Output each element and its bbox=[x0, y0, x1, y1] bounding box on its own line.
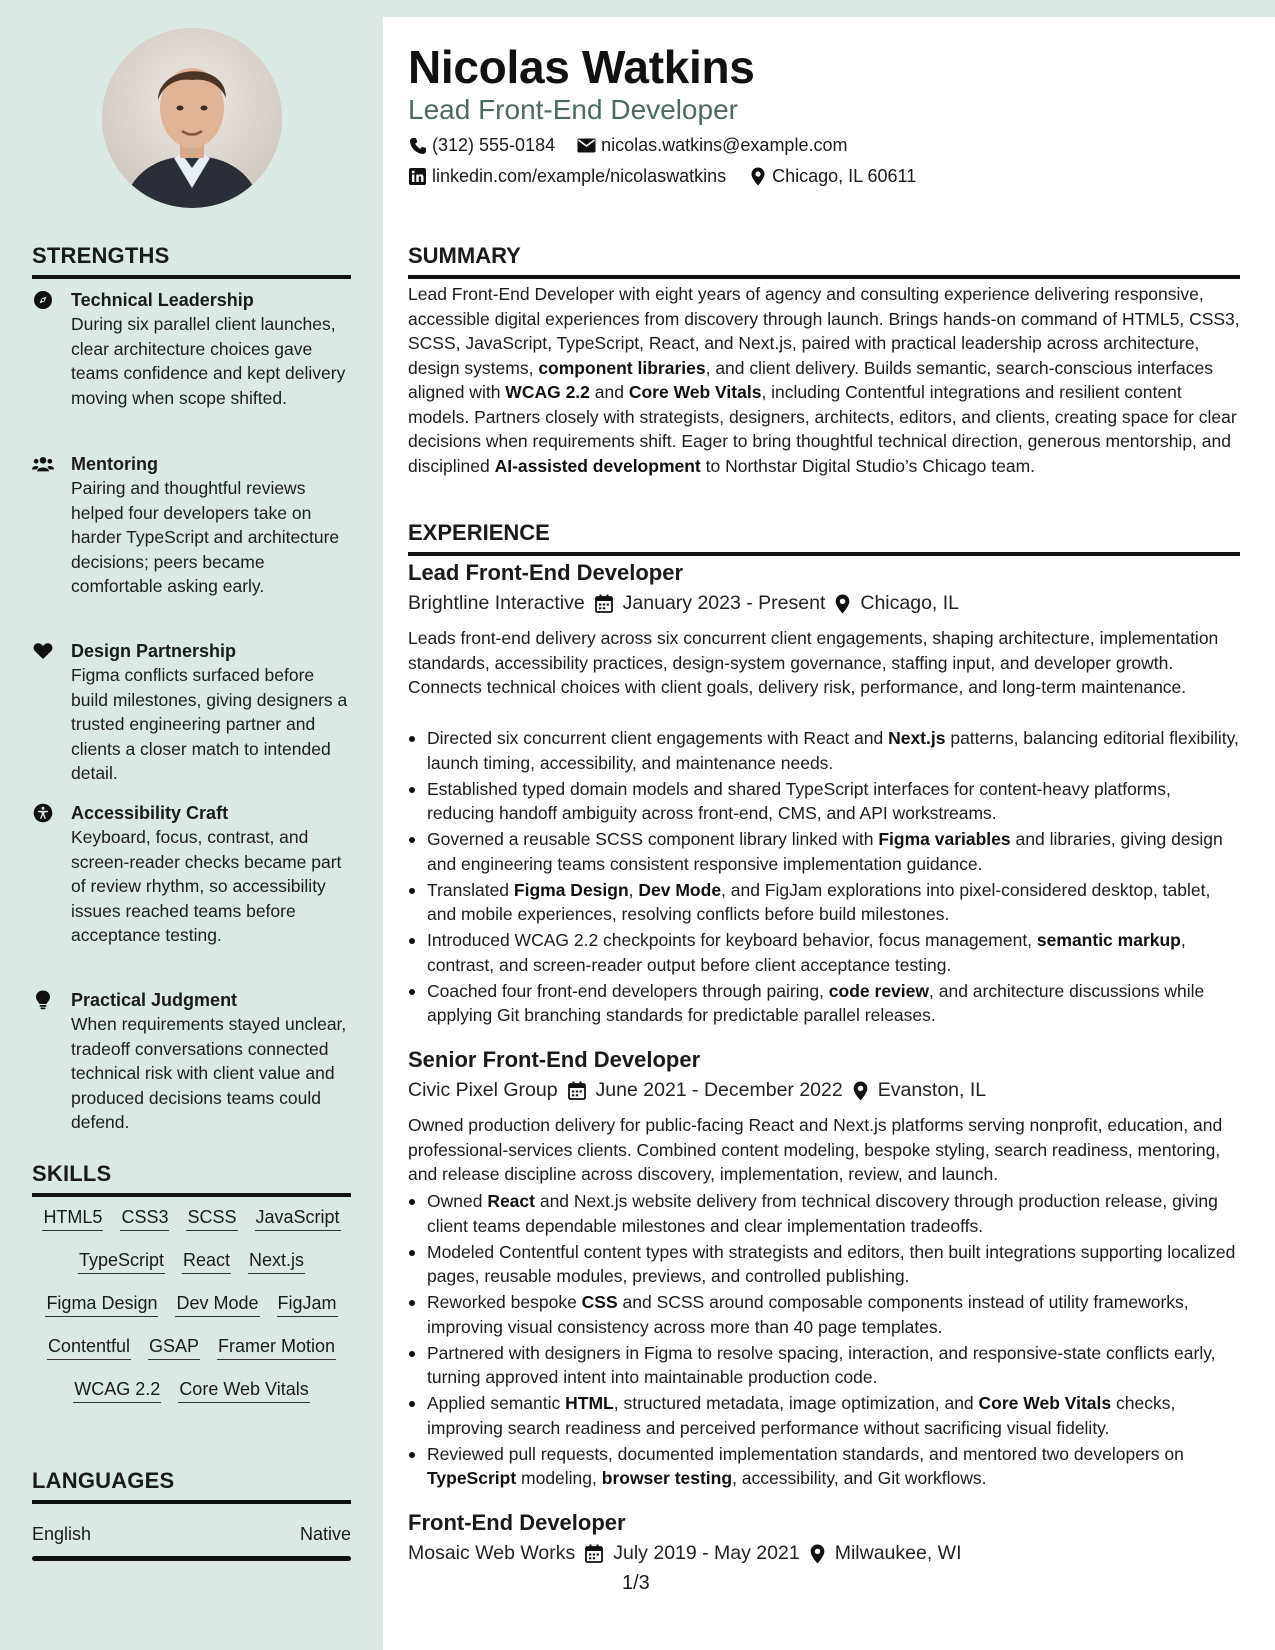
skill-tag: TypeScript bbox=[78, 1248, 165, 1274]
job-location: Evanston, IL bbox=[877, 1079, 987, 1101]
strength-desc: Keyboard, focus, contrast, and screen-reader checks became part of review rhythm, so accessibility issues reached teams before acceptance testing. bbox=[71, 827, 342, 945]
linkedin-icon bbox=[408, 167, 427, 186]
map-pin-icon bbox=[810, 1544, 825, 1564]
skill-tag: Contentful bbox=[47, 1334, 131, 1360]
skill-tag: CSS3 bbox=[120, 1205, 169, 1231]
job-bullets bbox=[408, 1189, 1240, 1492]
skill-tag: Core Web Vitals bbox=[178, 1377, 309, 1403]
strength-title: Design Partnership bbox=[71, 641, 237, 661]
skill-tag: GSAP bbox=[148, 1334, 200, 1360]
language-name: English bbox=[32, 1524, 92, 1544]
job-location: Chicago, IL bbox=[860, 592, 960, 614]
list-item: Introduced WCAG 2.2 checkpoints for keyboard behavior, focus management, semantic markup, contrast, and screen-reader output before client acceptance testing. bbox=[408, 928, 1240, 977]
list-item: Reviewed pull requests, documented implementation standards, and mentored two developers on TypeScript modeling, browser testing, accessibility, and Git workflows. bbox=[408, 1442, 1240, 1491]
profile-photo bbox=[102, 28, 282, 208]
skill-tag: FigJam bbox=[277, 1291, 338, 1317]
skill-tag: Figma Design bbox=[45, 1291, 158, 1317]
job-location: Milwaukee, WI bbox=[834, 1542, 962, 1564]
job-dates: June 2021 - December 2022 bbox=[595, 1079, 843, 1101]
contact-row bbox=[408, 166, 916, 187]
strength-desc: During six parallel client launches, clear architecture choices gave teams confidence and kept delivery moving when scope shifted. bbox=[71, 314, 346, 408]
calendar-icon bbox=[585, 1544, 603, 1563]
skills-list bbox=[32, 1205, 351, 1403]
candidate-name: Nicolas Watkins bbox=[408, 41, 755, 93]
map-pin-icon bbox=[853, 1081, 868, 1101]
page-number: 1/3 bbox=[622, 1572, 650, 1594]
strength-desc: When requirements stayed unclear, tradeoff conversations connected technical risk with client value and produced decisions teams could defend. bbox=[71, 1014, 347, 1132]
list-item: Translated Figma Design, Dev Mode, and FigJam explorations into pixel-considered desktop, tablet, and mobile experiences, resolving conflicts before build milestones. bbox=[408, 878, 1240, 927]
skill-tag: Next.js bbox=[248, 1248, 305, 1274]
language-row bbox=[32, 1524, 351, 1545]
linkedin-text: linkedin.com/example/nicolaswatkins bbox=[432, 166, 727, 186]
location-text: Chicago, IL 60611 bbox=[772, 166, 917, 186]
email-contact[interactable] bbox=[577, 135, 847, 156]
job-meta bbox=[408, 1542, 961, 1565]
envelope-icon bbox=[577, 136, 596, 155]
list-item: Modeled Contentful content types with strategists and editors, then built integrations supporting localized pages, reusable modules, previews, and controlled publishing. bbox=[408, 1240, 1240, 1289]
phone-contact bbox=[408, 135, 555, 156]
map-pin-icon bbox=[835, 594, 850, 614]
strength-item bbox=[32, 452, 351, 599]
summary-title: SUMMARY bbox=[408, 243, 1240, 279]
compass-icon bbox=[32, 290, 54, 310]
skill-tag: SCSS bbox=[186, 1205, 237, 1231]
accessibility-icon bbox=[32, 803, 54, 823]
contact-row bbox=[408, 135, 847, 156]
job-title: Senior Front-End Developer bbox=[408, 1047, 701, 1072]
list-item: Reworked bespoke CSS and SCSS around composable components instead of utility frameworks, improving visual consistency across more than 40 page templates. bbox=[408, 1290, 1240, 1339]
list-item: Applied semantic HTML, structured metadata, image optimization, and Core Web Vitals checks, improving search readiness and perceived performance without sacrificing visual fidelity. bbox=[408, 1391, 1240, 1440]
strength-title: Practical Judgment bbox=[71, 990, 238, 1010]
strength-title: Accessibility Craft bbox=[71, 803, 229, 823]
job-dates: January 2023 - Present bbox=[622, 592, 826, 614]
skill-tag: JavaScript bbox=[255, 1205, 341, 1231]
list-item: Established typed domain models and shared TypeScript interfaces for content-heavy platforms, reducing handoff ambiguity across front-end, CMS, and API workstreams. bbox=[408, 777, 1240, 826]
language-level: Native bbox=[299, 1524, 351, 1544]
strength-item bbox=[32, 801, 351, 948]
strength-desc: Pairing and thoughtful reviews helped four developers take on harder TypeScript and architecture decisions; peers became comfortable asking early. bbox=[71, 478, 340, 596]
email-text: nicolas.watkins@example.com bbox=[601, 135, 848, 155]
strength-title: Technical Leadership bbox=[71, 290, 254, 310]
company-name: Brightline Interactive bbox=[408, 592, 585, 614]
list-item: Coached four front-end developers through pairing, code review, and architecture discussions while applying Git branching standards for predictable parallel releases. bbox=[408, 979, 1240, 1028]
users-icon bbox=[32, 454, 54, 474]
summary-text: Lead Front-End Developer with eight years of agency and consulting experience delivering responsive, accessible digital experiences from discovery through launch. Brings hands-on command of HTML5, CSS3, SCSS, JavaScript, TypeScript, React, and Next.js, paired with practical leadership across architecture, design systems, component libraries, and client delivery. Builds semantic, search-conscious interfaces aligned with WCAG 2.2 and Core Web Vitals, including Contentful integrations and resilient content models. Partners closely with strategists, designers, architects, editors, and clients, creating space for clear decisions when requirements shift. Eager to bring thoughtful technical direction, generous mentorship, and disciplined AI-assisted development to Northstar Digital Studio’s Chicago team. bbox=[408, 284, 1240, 476]
calendar-icon bbox=[595, 594, 613, 613]
skills-title: SKILLS bbox=[32, 1161, 351, 1197]
skill-tag: HTML5 bbox=[42, 1205, 103, 1231]
lightbulb-icon bbox=[32, 990, 54, 1010]
list-item: Governed a reusable SCSS component library linked with Figma variables and libraries, giving design and engineering teams consistent responsive implementation guidance. bbox=[408, 827, 1240, 876]
company-name: Civic Pixel Group bbox=[408, 1079, 558, 1101]
skill-tag: Dev Mode bbox=[175, 1291, 259, 1317]
top-accent-strip bbox=[383, 0, 1275, 17]
list-item: Directed six concurrent client engagements with React and Next.js patterns, balancing editorial flexibility, launch timing, accessibility, and maintenance needs. bbox=[408, 726, 1240, 775]
strength-title: Mentoring bbox=[71, 454, 158, 474]
calendar-icon bbox=[568, 1081, 586, 1100]
job-meta bbox=[408, 1079, 986, 1102]
job-meta bbox=[408, 592, 959, 615]
company-name: Mosaic Web Works bbox=[408, 1542, 576, 1564]
skill-tag: Framer Motion bbox=[217, 1334, 336, 1360]
strength-item bbox=[32, 988, 351, 1135]
strength-desc: Figma conflicts surfaced before build milestones, giving designers a trusted engineering partner and clients a closer match to intended detail. bbox=[71, 665, 348, 783]
phone-text: (312) 555-0184 bbox=[432, 135, 556, 155]
map-pin-icon bbox=[748, 167, 767, 186]
job-title: Lead Front-End Developer bbox=[408, 560, 684, 585]
skill-tag: React bbox=[182, 1248, 231, 1274]
job-description: Owned production delivery for public-facing React and Next.js platforms serving nonprofit, education, and professional-services clients. Combined content modeling, bespoke styling, search readiness, mentoring, and release discipline across discovery, implementation, review, and launch. bbox=[408, 1115, 1223, 1184]
phone-icon bbox=[408, 136, 427, 155]
job-description: Leads front-end delivery across six concurrent client engagements, shaping architecture, implementation standards, accessibility practices, design-system governance, staffing input, and developer growth. Connects technical choices with client goals, delivery risk, performance, and long-term maintenance. bbox=[408, 628, 1219, 697]
strengths-title: STRENGTHS bbox=[32, 243, 351, 279]
skill-tag: WCAG 2.2 bbox=[73, 1377, 161, 1403]
strength-item bbox=[32, 288, 351, 410]
candidate-role: Lead Front-End Developer bbox=[408, 94, 738, 125]
list-item: Partnered with designers in Figma to resolve spacing, interaction, and responsive-state conflicts early, turning approved intent into maintainable production code. bbox=[408, 1341, 1240, 1390]
linkedin-contact[interactable] bbox=[408, 166, 726, 187]
experience-title: EXPERIENCE bbox=[408, 520, 1240, 556]
job-dates: July 2019 - May 2021 bbox=[613, 1542, 800, 1564]
language-level-bar bbox=[32, 1556, 351, 1561]
location-contact bbox=[748, 166, 916, 187]
heart-icon bbox=[32, 641, 54, 661]
languages-title: LANGUAGES bbox=[32, 1468, 351, 1504]
job-title: Front-End Developer bbox=[408, 1510, 626, 1535]
list-item: Owned React and Next.js website delivery from technical discovery through production release, giving client teams dependable milestones and clear implementation tradeoffs. bbox=[408, 1189, 1240, 1238]
strength-item bbox=[32, 639, 351, 786]
job-bullets bbox=[408, 726, 1240, 1029]
